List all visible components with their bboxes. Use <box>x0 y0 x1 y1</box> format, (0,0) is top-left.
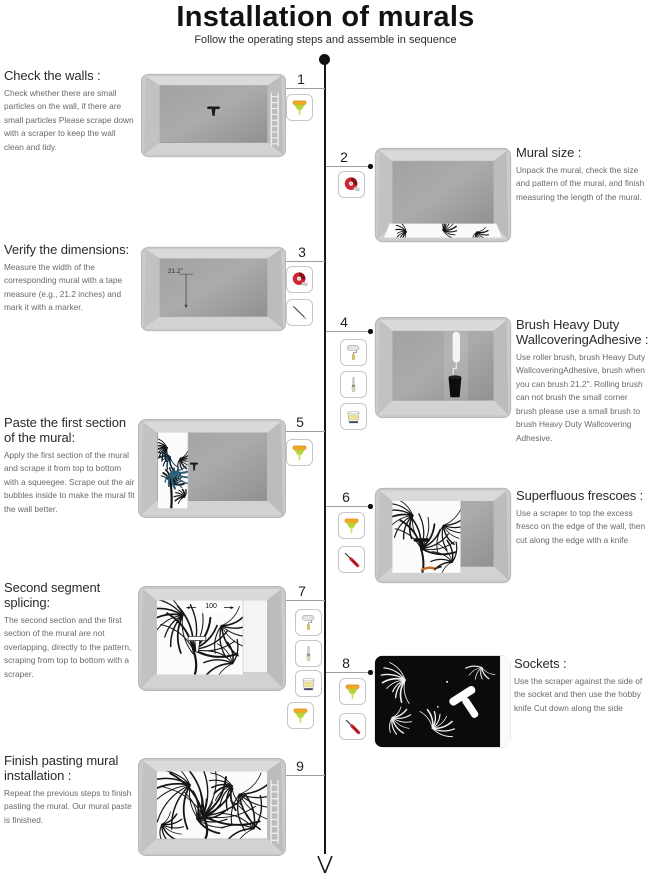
roller-brush-icon <box>295 609 322 636</box>
squeegee-icon <box>338 512 365 539</box>
step-heading: Verify the dimensions: <box>4 242 129 257</box>
room-illustration-mural-size <box>374 147 512 243</box>
step-number: 5 <box>296 414 304 430</box>
small-brush-icon <box>340 371 367 398</box>
step-number: 2 <box>340 149 348 165</box>
room-illustration-verify-dimensions <box>140 246 287 332</box>
room-illustration-second-section <box>137 585 287 692</box>
step-heading: Brush Heavy Duty WallcoveringAdhesive : <box>516 317 649 347</box>
tape-measure-icon <box>338 171 365 198</box>
dimension-label: 21.2" <box>167 268 183 276</box>
squeegee-icon <box>339 678 366 705</box>
adhesive-bucket-icon <box>340 403 367 430</box>
step-heading: Sockets : <box>514 656 567 671</box>
step-body: Repeat the previous steps to finish pasting the mural. Our mural paste is finished. <box>4 787 132 825</box>
timeline-start-dot <box>319 54 330 65</box>
squeegee-icon <box>287 702 314 729</box>
page-subtitle: Follow the operating steps and assemble in sequence <box>194 34 457 46</box>
step-number: 9 <box>296 758 304 774</box>
step-number: 8 <box>342 655 350 671</box>
room-illustration-finished <box>137 757 287 857</box>
knife-icon <box>338 546 365 573</box>
connector-dot <box>368 504 373 509</box>
squeegee-icon <box>286 439 313 466</box>
connector-line <box>281 775 325 776</box>
connector-line <box>326 166 370 167</box>
step-heading: Superfluous frescoes : <box>516 488 644 503</box>
step-number: 1 <box>297 71 305 87</box>
page-title: Installation of murals <box>176 1 475 33</box>
connector-dot <box>368 670 373 675</box>
step-heading: Mural size : <box>516 145 582 160</box>
timeline-end-arrow-icon <box>315 848 335 876</box>
connector-line <box>326 506 370 507</box>
step-number: 7 <box>298 583 306 599</box>
step-heading: Finish pasting mural installation : <box>4 753 119 783</box>
connector-line <box>326 672 370 673</box>
step-number: 4 <box>340 314 348 330</box>
step-body: Use roller brush, brush Heavy Duty WallcoveringAdhesive, brush when you can brush 21.2". Rolling brush can not brush the small corner brush please use a small brush to brush Heavy Duty Wallcovering Adhesive. <box>516 351 646 443</box>
step-heading: Check the walls : <box>4 68 101 83</box>
step-body: Apply the first section of the mural and scrape it from top to bottom with a squeegee. Scrape out the air bubbles inside to make the mural fit the wall better. <box>4 449 135 514</box>
width-label: 100 <box>205 603 217 611</box>
room-illustration-sockets <box>374 655 511 748</box>
step-body: Use a scraper to top the excess fresco on the edge of the wall, then cut along the edge with a knife <box>516 507 646 545</box>
step-body: Measure the width of the corresponding mural with a tape measure (e.g., 21.2 inches) and mark it with a marker. <box>4 261 123 313</box>
room-illustration-first-section <box>137 418 287 519</box>
step-heading: Second segment splicing: <box>4 580 101 610</box>
step-body: Check whether there are small particles on the wall, if there are small particles Please scrape down with a scraper to keep the wall clean and tidy. <box>4 87 134 152</box>
room-illustration-check-walls <box>140 73 287 158</box>
roller-brush-icon <box>340 339 367 366</box>
step-body: Use the scraper against the side of the socket and then use the hobby knife Cut down along the side <box>514 675 643 713</box>
marker-pen-icon <box>286 299 313 326</box>
step-number: 6 <box>342 489 350 505</box>
timeline-line <box>324 60 326 854</box>
tape-measure-icon <box>286 266 313 293</box>
adhesive-bucket-icon <box>295 670 322 697</box>
connector-line <box>326 331 370 332</box>
connector-dot <box>368 164 373 169</box>
connector-line <box>281 431 325 432</box>
connector-line <box>281 600 325 601</box>
small-brush-icon <box>295 640 322 667</box>
connector-line <box>281 261 325 262</box>
knife-icon <box>339 713 366 740</box>
squeegee-icon <box>286 94 313 121</box>
step-heading: Paste the first section of the mural: <box>4 415 126 445</box>
step-number: 3 <box>298 244 306 260</box>
connector-line <box>281 88 325 89</box>
room-illustration-brush-adhesive <box>374 316 512 419</box>
step-body: The second section and the first section of the mural are not overlapping, directly to the pattern, scraping from top to bottom with a scraper. <box>4 614 132 679</box>
connector-dot <box>368 329 373 334</box>
room-illustration-excess-fresco <box>374 487 512 584</box>
step-body: Unpack the mural, check the size and pattern of the mural, and finish measuring the length of the mural. <box>516 164 645 202</box>
